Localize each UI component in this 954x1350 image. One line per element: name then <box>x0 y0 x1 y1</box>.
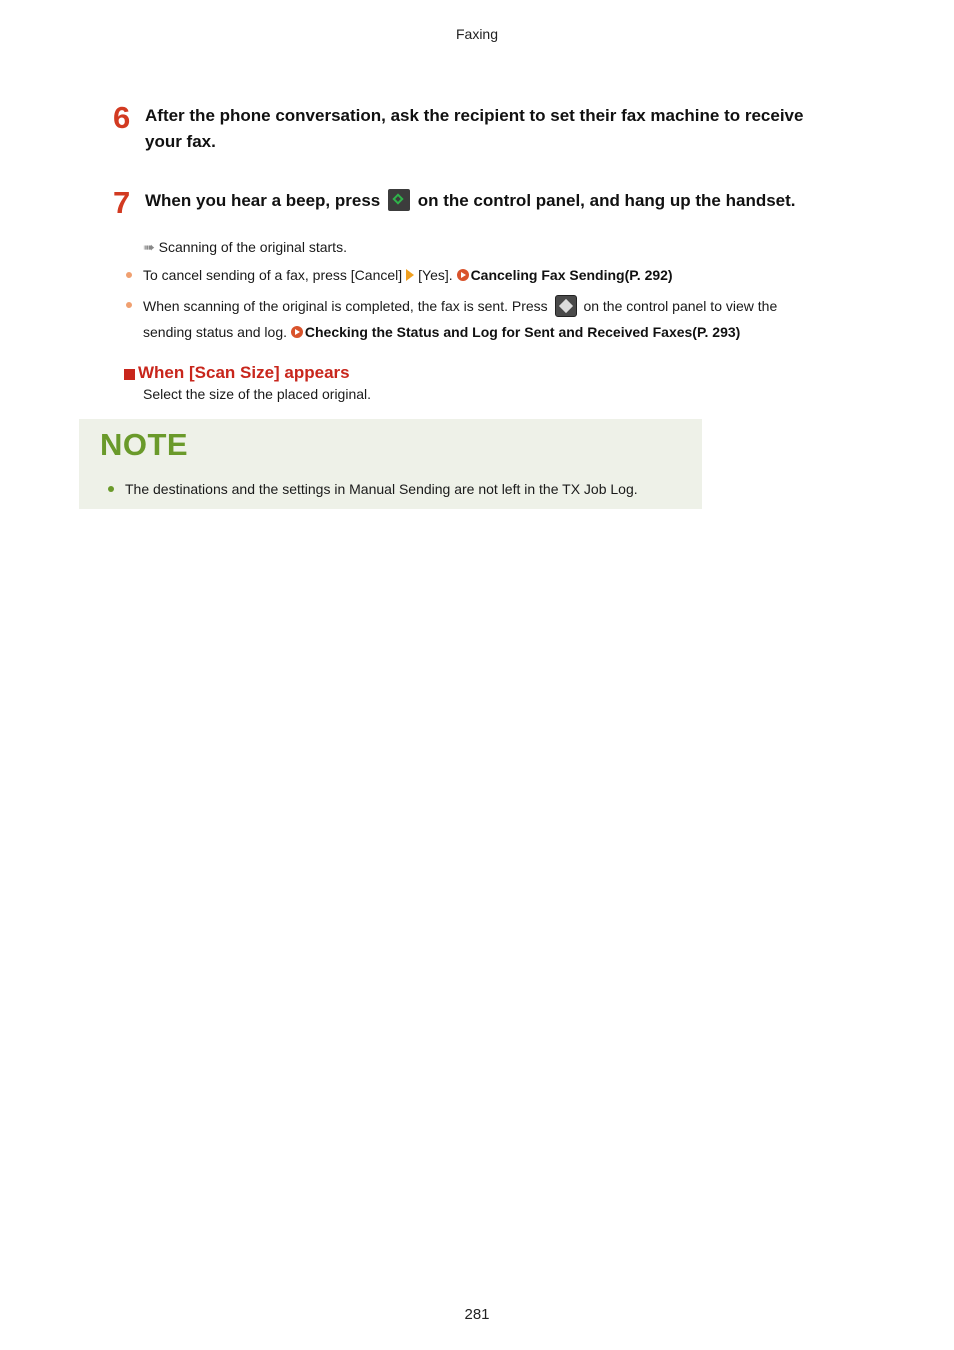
step-7-text-after: on the control panel, and hang up the handset. <box>417 191 796 210</box>
link-arrow-icon <box>291 326 303 338</box>
bullet-status-line-2 <box>143 322 740 342</box>
step-6-line-2: your fax. <box>145 132 216 151</box>
page-number: 281 <box>464 1306 490 1323</box>
section-title-scan-size: When [Scan Size] appears <box>138 363 350 382</box>
step-6-text <box>145 103 875 155</box>
link-checking-status-and-log[interactable]: Checking the Status and Log for Sent and Received Faxes(P. 293) <box>304 324 741 340</box>
step-7-text-before: When you hear a beep, press <box>145 191 381 210</box>
step-7-text <box>145 188 796 214</box>
bullet-status-text-1: When scanning of the original is completed, the fax is sent. Press <box>143 298 548 314</box>
result-arrow-icon: ➠ <box>143 239 155 255</box>
note-title: NOTE <box>100 427 189 462</box>
status-monitor-key-icon <box>555 295 577 317</box>
step-6-line-1: After the phone conversation, ask the recipient to set their fax machine to receive <box>145 106 804 125</box>
step-6-number: 6 <box>113 100 131 135</box>
bullet-status-text-3: sending status and log. <box>143 324 287 340</box>
section-scan-size-text: Select the size of the placed original. <box>143 386 372 402</box>
section-square-icon <box>124 369 135 380</box>
bullet-cancel <box>143 265 673 285</box>
bullet-cancel-text-2: [Yes]. <box>418 267 453 283</box>
bullet-status-text-2: on the control panel to view the <box>583 298 778 314</box>
link-canceling-fax-sending[interactable]: Canceling Fax Sending(P. 292) <box>470 267 673 283</box>
start-key-icon <box>388 189 410 211</box>
running-header: Faxing <box>455 26 499 42</box>
arrow-right-icon <box>406 269 414 281</box>
bullet-dot-icon <box>126 272 132 278</box>
step-7-number: 7 <box>113 185 131 220</box>
note-bullet-icon <box>108 486 114 492</box>
step-result <box>143 237 347 257</box>
note-item: The destinations and the settings in Manual Sending are not left in the TX Job Log. <box>125 481 638 497</box>
bullet-dot-icon <box>126 302 132 308</box>
result-text: Scanning of the original starts. <box>158 239 347 255</box>
bullet-cancel-text-1: To cancel sending of a fax, press [Cancel] <box>143 267 403 283</box>
bullet-status-line-1 <box>143 295 777 317</box>
link-arrow-icon <box>457 269 469 281</box>
